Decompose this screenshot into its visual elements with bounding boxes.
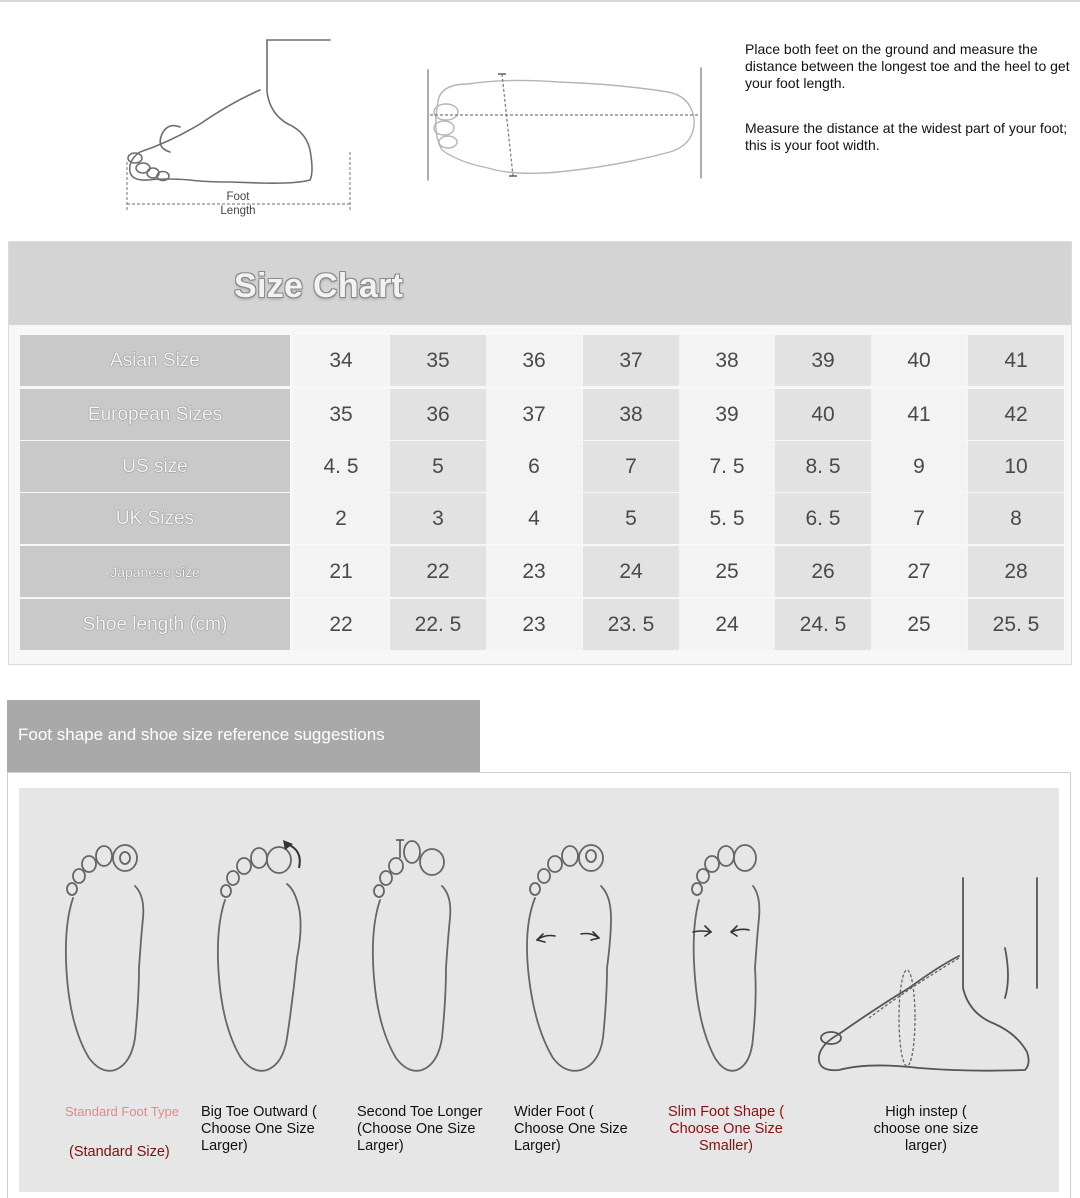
measuring-section (0, 2, 1080, 240)
size-chart-cell: 36 (390, 389, 486, 440)
foot-length-instruction: Place both feet on the ground and measure the distance between the longest toe and the heel to get your foot length. (745, 41, 1070, 91)
suggestions-panel (19, 788, 1059, 1192)
size-chart-cell: 22 (390, 546, 486, 597)
size-chart-row (20, 493, 1060, 546)
second-toe-caption: Second Toe Longer (Choose One Size Larger) (357, 1104, 483, 1154)
size-chart-cell: 8 (968, 493, 1064, 544)
size-chart-cell: 25 (871, 599, 967, 650)
size-chart-cell: 5 (390, 441, 486, 492)
size-chart-cell: 21 (293, 546, 389, 597)
size-chart-cell: 24. 5 (775, 599, 871, 650)
suggestions-section (7, 772, 1071, 1198)
size-chart-row (20, 441, 1060, 494)
size-chart-cell: 35 (390, 335, 486, 386)
size-chart-cell: 41 (871, 389, 967, 440)
size-chart-cell: 8. 5 (775, 441, 871, 492)
size-chart-row-label: Shoe length (cm) (20, 599, 290, 650)
wider-foot-illustration (519, 838, 629, 1078)
size-chart-cell: 34 (293, 335, 389, 386)
size-chart-cell: 6. 5 (775, 493, 871, 544)
size-chart-row (20, 599, 1060, 652)
size-chart-cell: 4. 5 (293, 441, 389, 492)
big-toe-outward-illustration (207, 838, 317, 1078)
size-chart-cell: 25 (679, 546, 775, 597)
size-chart-row-label: Japanese size (20, 546, 290, 597)
size-chart-cell: 38 (583, 389, 679, 440)
size-chart-cell: 23 (486, 546, 582, 597)
slim-foot-illustration (679, 838, 789, 1078)
size-chart-row (20, 335, 1060, 388)
size-chart-row-label: European Sizes (20, 389, 290, 440)
size-chart-cell: 22. 5 (390, 599, 486, 650)
size-chart-header (9, 242, 1071, 325)
size-chart-cell: 27 (871, 546, 967, 597)
suggestions-header-tab (7, 700, 480, 774)
size-chart-cell: 36 (486, 335, 582, 386)
size-chart-cell: 2 (293, 493, 389, 544)
size-chart-cell: 37 (486, 389, 582, 440)
size-chart-cell: 22 (293, 599, 389, 650)
size-chart-cell: 24 (679, 599, 775, 650)
size-chart-row (20, 546, 1060, 599)
size-chart-cell: 38 (679, 335, 775, 386)
size-chart-cell: 39 (679, 389, 775, 440)
foot-length-label: Foot Length (220, 191, 256, 217)
size-chart-cell: 42 (968, 389, 1064, 440)
size-chart-cell: 39 (775, 335, 871, 386)
size-chart-cell: 25. 5 (968, 599, 1064, 650)
second-toe-longer-illustration (362, 838, 472, 1078)
size-chart-cell: 23. 5 (583, 599, 679, 650)
size-chart-cell: 26 (775, 546, 871, 597)
suggestions-title: Foot shape and shoe size reference suggestions (18, 725, 385, 744)
size-chart-cell: 4 (486, 493, 582, 544)
standard-foot-caption: Standard Foot Type (65, 1104, 179, 1119)
wider-foot-caption: Wider Foot ( Choose One Size Larger) (514, 1104, 628, 1154)
size-chart-row-label: Asian Size (20, 335, 290, 386)
size-chart-title: Size Chart (234, 267, 404, 305)
size-chart-cell: 9 (871, 441, 967, 492)
foot-width-instruction: Measure the distance at the widest part of your foot; this is your foot width. (745, 120, 1068, 153)
size-chart-cell: 5. 5 (679, 493, 775, 544)
standard-foot-illustration (55, 838, 165, 1078)
big-toe-caption: Big Toe Outward ( Choose One Size Larger) (201, 1104, 317, 1154)
size-chart-cell: 28 (968, 546, 1064, 597)
foot-top-view-illustration (418, 62, 718, 187)
size-chart-cell: 7. 5 (679, 441, 775, 492)
size-chart-cell: 37 (583, 335, 679, 386)
size-chart-cell: 7 (583, 441, 679, 492)
size-chart-cell: 10 (968, 441, 1064, 492)
size-chart-cell: 7 (871, 493, 967, 544)
size-chart-cell: 5 (583, 493, 679, 544)
slim-foot-caption: Slim Foot Shape ( Choose One Size Smaller) (667, 1104, 785, 1154)
size-chart-cell: 24 (583, 546, 679, 597)
size-chart-cell: 23 (486, 599, 582, 650)
standard-size-caption: (Standard Size) (69, 1144, 170, 1160)
size-chart-cell: 40 (775, 389, 871, 440)
size-chart-cell: 41 (968, 335, 1064, 386)
size-chart-cell: 6 (486, 441, 582, 492)
size-chart-cell: 35 (293, 389, 389, 440)
size-chart (8, 241, 1072, 665)
size-chart-cell: 40 (871, 335, 967, 386)
high-instep-caption: High instep ( choose one size larger) (873, 1104, 979, 1154)
high-instep-illustration (809, 838, 1049, 1078)
size-chart-row-label: US size (20, 441, 290, 492)
size-chart-row-label: UK Sizes (20, 493, 290, 544)
size-chart-cell: 3 (390, 493, 486, 544)
size-chart-row (20, 389, 1060, 442)
